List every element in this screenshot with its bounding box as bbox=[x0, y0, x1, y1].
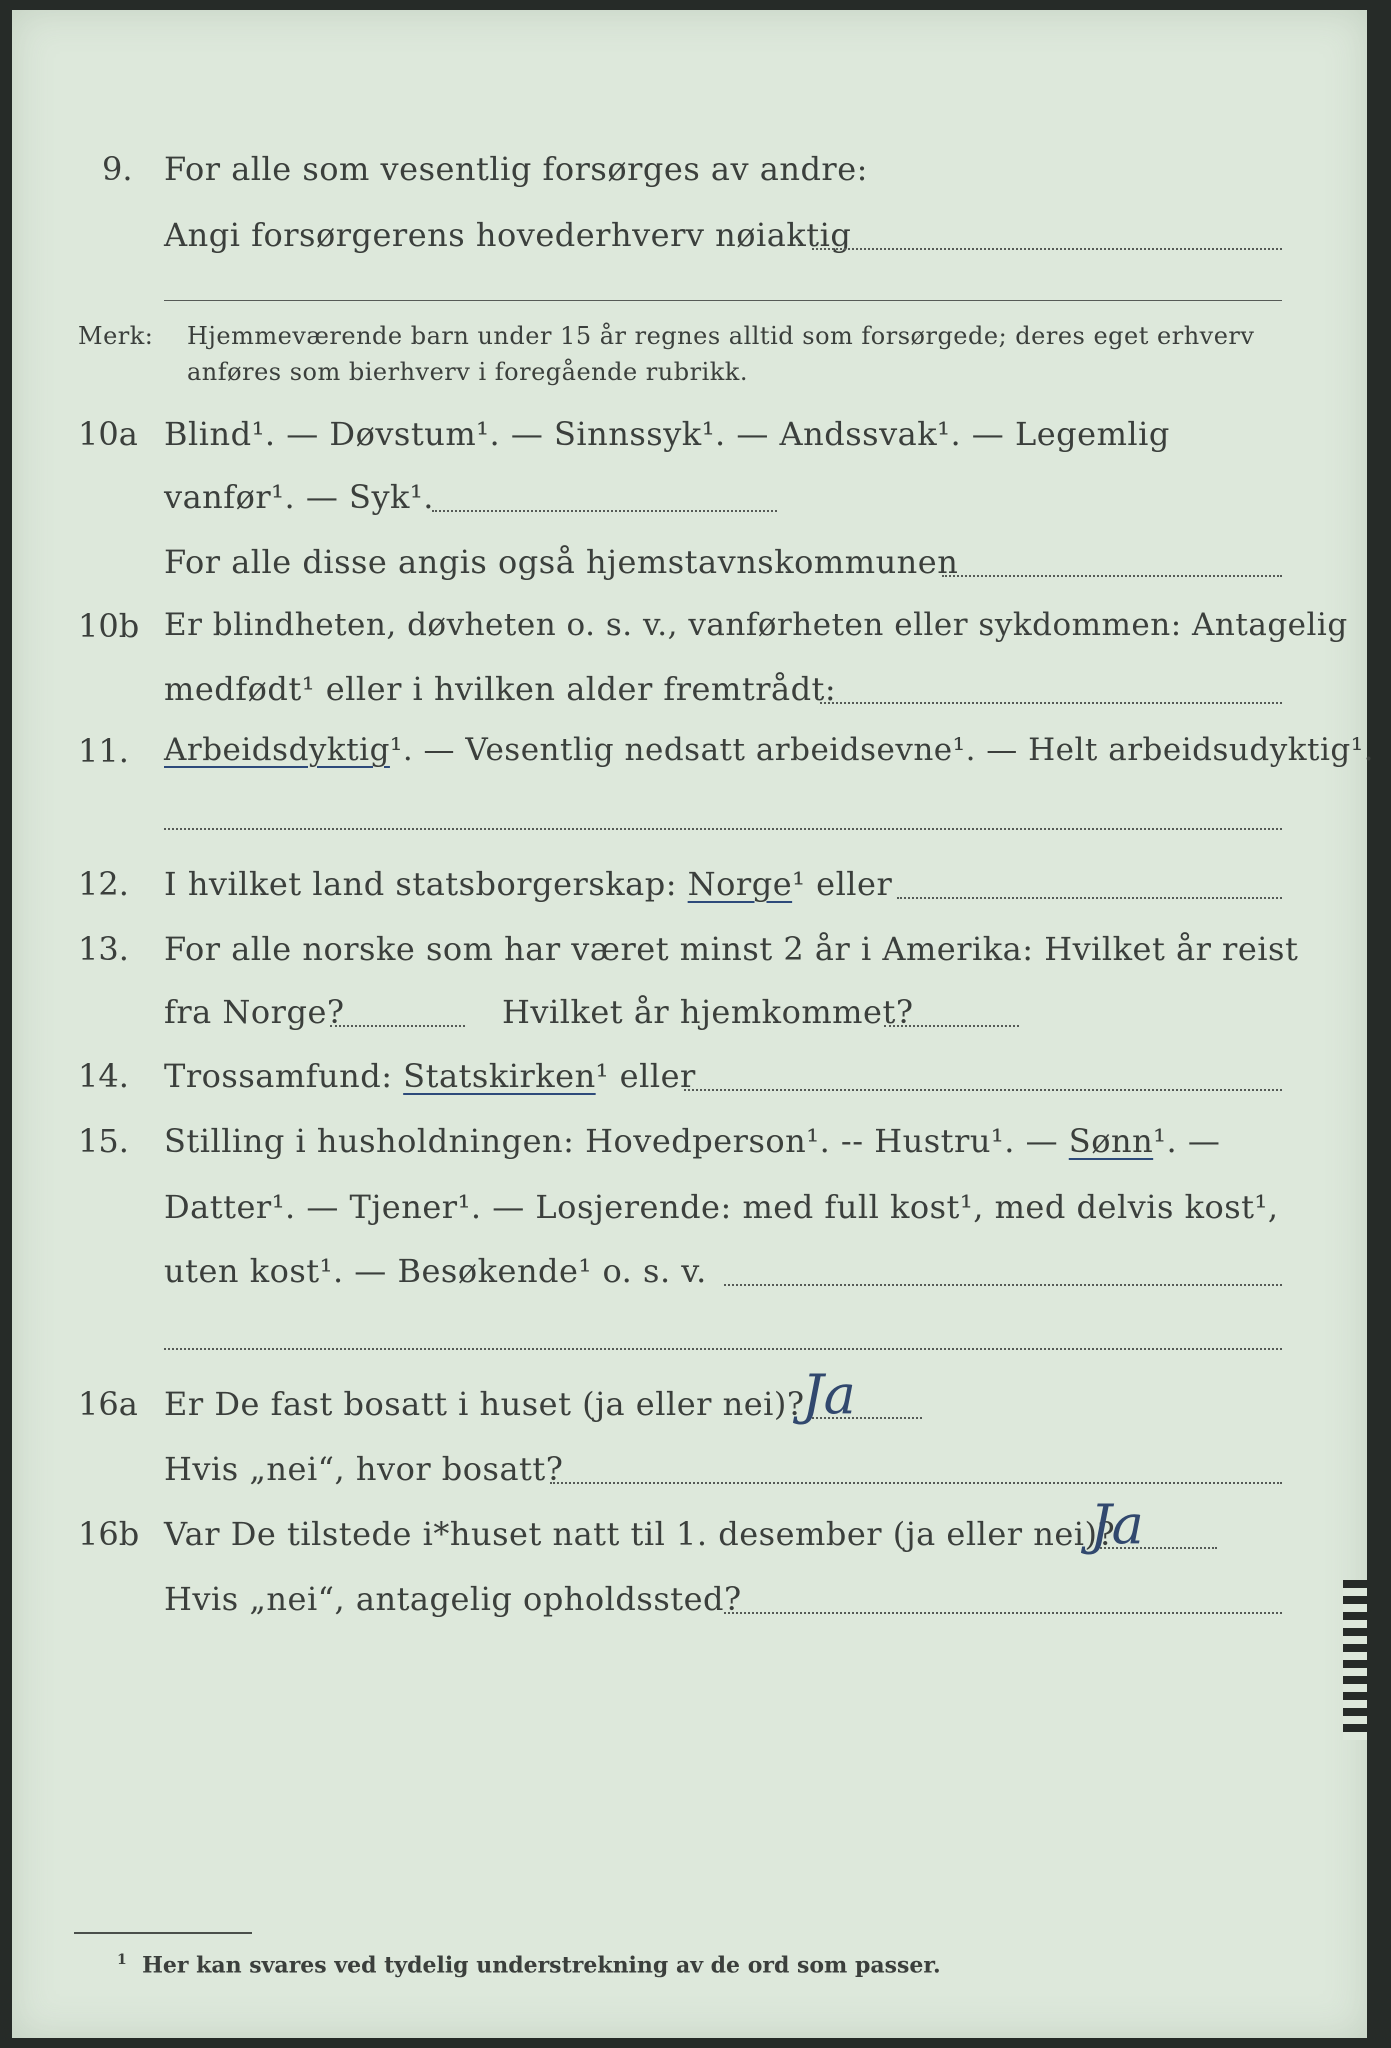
q13-row-1 bbox=[12, 930, 1367, 990]
q16b-number: 16b bbox=[78, 1515, 140, 1553]
q15-options-before: Stilling i husholdningen: Hovedperson¹. -- Hustru¹. — bbox=[164, 1122, 1059, 1160]
q14-question bbox=[164, 1057, 696, 1095]
footnote-mark: 1 bbox=[117, 1952, 127, 1968]
q10b-row-1 bbox=[12, 607, 1367, 667]
q14-label: Trossamfund: bbox=[164, 1057, 393, 1095]
q16a-number: 16a bbox=[78, 1385, 138, 1423]
q13-row-2 bbox=[12, 993, 1367, 1053]
q11-other-options: ¹. — Vesentlig nedsatt arbeidsevne¹. — Helt arbeidsudyktig¹. bbox=[389, 732, 1375, 768]
q14-answer-line[interactable] bbox=[684, 1089, 1282, 1091]
q10a-options: Blind¹. — Døvstum¹. — Sinnssyk¹. — Andssvak¹. — Legemlig bbox=[164, 415, 1170, 453]
q9-separator bbox=[164, 300, 1282, 301]
footnote bbox=[117, 1952, 941, 1978]
q15-extra-line[interactable] bbox=[164, 1348, 1282, 1350]
q15-row-2 bbox=[12, 1188, 1367, 1248]
q16b-followup-line[interactable] bbox=[724, 1612, 1282, 1614]
q12-selected-option[interactable]: Norge bbox=[687, 865, 793, 903]
q10a-number: 10a bbox=[78, 415, 138, 453]
q15-number: 15. bbox=[78, 1122, 129, 1160]
q13-return-label: Hvilket år hjemkommet? bbox=[502, 993, 914, 1031]
q10b-row-2 bbox=[12, 670, 1367, 730]
q13-departure-label: fra Norge? bbox=[164, 993, 345, 1031]
q14-or: ¹ eller bbox=[595, 1057, 696, 1095]
q10b-number: 10b bbox=[78, 607, 140, 645]
q9-answer-line[interactable] bbox=[812, 248, 1282, 250]
q15-options-after: ¹. — bbox=[1153, 1122, 1221, 1160]
q15-answer-line[interactable] bbox=[724, 1284, 1282, 1286]
merk-label: Merk: bbox=[78, 322, 154, 350]
q10a-row-2 bbox=[12, 478, 1367, 538]
q15-row-3 bbox=[12, 1252, 1367, 1312]
q15-selected-option[interactable]: Sønn bbox=[1068, 1122, 1154, 1160]
q14-number: 14. bbox=[78, 1057, 129, 1095]
q11-answer-line[interactable] bbox=[164, 828, 1282, 830]
q15-options-3: uten kost¹. — Besøkende¹ o. s. v. bbox=[164, 1252, 707, 1290]
q11-row bbox=[12, 732, 1375, 792]
q10b-question-2: medfødt¹ eller i hvilken alder fremtrådt: bbox=[164, 670, 837, 708]
q16a-row-2 bbox=[12, 1450, 1367, 1510]
q10b-answer-line[interactable] bbox=[820, 702, 1282, 704]
census-form-page bbox=[12, 10, 1375, 2038]
q16a-followup-line[interactable] bbox=[550, 1482, 1282, 1484]
q9-occupation-label: Angi forsørgerens hovederhverv nøiaktig bbox=[164, 216, 852, 254]
q9-row-2 bbox=[12, 216, 1367, 276]
q10a-answer-line[interactable] bbox=[432, 510, 777, 512]
merk-row-2 bbox=[12, 358, 1367, 418]
q16b-row-2 bbox=[12, 1580, 1367, 1640]
q10b-question: Er blindheten, døvheten o. s. v., vanførheten eller sykdommen: Antagelig bbox=[164, 607, 1348, 643]
q9-number: 9. bbox=[102, 150, 133, 188]
q15-row-1 bbox=[12, 1122, 1367, 1182]
q12-or: ¹ eller bbox=[792, 865, 893, 903]
q11-options bbox=[164, 732, 1374, 768]
merk-text-2: anføres som bierhverv i foregående rubrikk. bbox=[187, 358, 748, 386]
q10a-options-2: vanfør¹. — Syk¹. bbox=[164, 478, 434, 516]
footnote-text: Her kan svares ved tydelig understrekning av de ord som passer. bbox=[142, 1952, 941, 1979]
q12-label: I hvilket land statsborgerskap: bbox=[164, 865, 677, 903]
q12-answer-line[interactable] bbox=[897, 897, 1282, 899]
q16b-followup: Hvis „nei“, antagelig opholdssted? bbox=[164, 1580, 742, 1618]
q12-number: 12. bbox=[78, 865, 129, 903]
perforated-edge bbox=[1343, 1580, 1367, 1740]
footnote-rule bbox=[74, 1932, 252, 1934]
q13-departure-line[interactable] bbox=[330, 1025, 465, 1027]
q10a-row-3 bbox=[12, 543, 1367, 603]
q14-row bbox=[12, 1057, 1367, 1117]
q16a-question: Er De fast bosatt i huset (ja eller nei)? bbox=[164, 1385, 805, 1423]
q13-question: For alle norske som har været minst 2 år i Amerika: Hvilket år reist bbox=[164, 930, 1299, 968]
q16a-followup: Hvis „nei“, hvor bosatt? bbox=[164, 1450, 564, 1488]
q10a-row-1 bbox=[12, 415, 1367, 475]
q9-row-1 bbox=[12, 150, 1367, 210]
q11-number: 11. bbox=[78, 732, 129, 770]
q12-row bbox=[12, 865, 1367, 925]
q11-selected-option[interactable]: Arbeidsdyktig bbox=[164, 732, 390, 768]
q15-options-2: Datter¹. — Tjener¹. — Losjerende: med full kost¹, med delvis kost¹, bbox=[164, 1188, 1279, 1226]
q10a-municipality-line[interactable] bbox=[942, 575, 1282, 577]
q16a-row-1 bbox=[12, 1363, 1367, 1445]
q16b-handwritten-answer: Ja bbox=[1090, 1493, 1144, 1556]
q14-selected-option[interactable]: Statskirken bbox=[403, 1057, 596, 1095]
q15-options-1 bbox=[164, 1122, 1220, 1160]
q16a-handwritten-answer: Ja bbox=[802, 1363, 856, 1426]
q9-question: For alle som vesentlig forsørges av andre: bbox=[164, 150, 868, 188]
q13-return-line[interactable] bbox=[884, 1025, 1019, 1027]
q16b-question: Var De tilstede i*huset natt til 1. desember (ja eller nei)? bbox=[164, 1515, 1116, 1553]
q13-number: 13. bbox=[78, 930, 129, 968]
q10a-home-municipality-label: For alle disse angis også hjemstavnskommunen bbox=[164, 543, 959, 581]
q12-question bbox=[164, 865, 892, 903]
merk-text-1: Hjemmeværende barn under 15 år regnes alltid som forsørgede; deres eget erhverv bbox=[187, 322, 1255, 350]
q16b-row-1 bbox=[12, 1493, 1367, 1575]
